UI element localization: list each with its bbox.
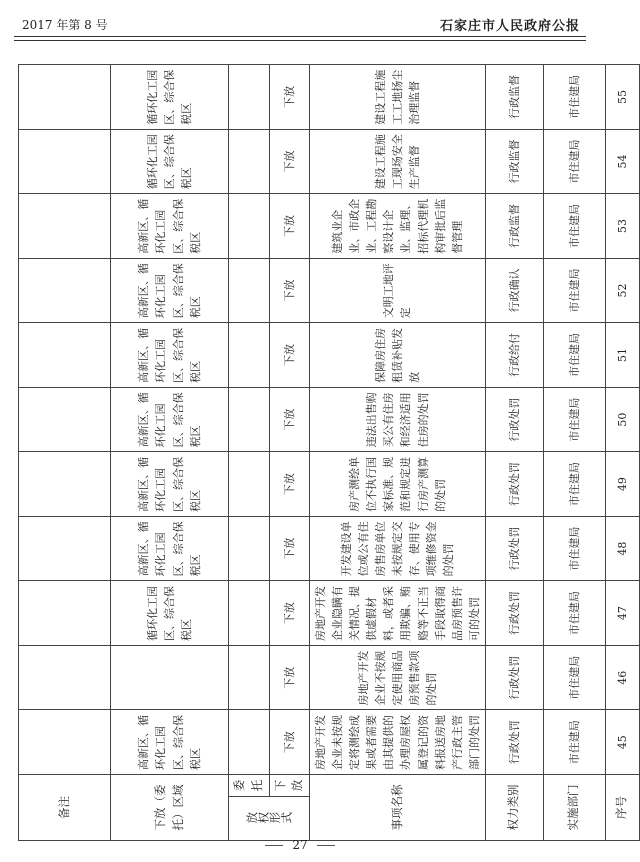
- cell-item: 建设工程施工现场安全生产监督: [310, 129, 485, 194]
- cell-entrust: [229, 387, 270, 452]
- cell-dept: 市住建局: [543, 516, 605, 581]
- cell-seq: 54: [605, 129, 639, 194]
- cell-item: 开发建设单位或公有住房售房单位未按规定交存、使用专项维修资金的处罚: [310, 516, 485, 581]
- cell-seq: 55: [605, 65, 639, 130]
- cell-area: 循环化工园区、综合保税区: [111, 581, 229, 646]
- cell-down: 下放: [269, 323, 310, 388]
- cell-area: 循环化工园区、综合保税区: [111, 65, 229, 130]
- cell-item: 房地产开发企业隐瞒有关情况、提供虚假材料，或者采用欺骗、贿赂等不正当手段取得商品房预售许可的处罚: [310, 581, 485, 646]
- cell-category: 行政监督: [485, 194, 543, 259]
- cell-entrust: [229, 323, 270, 388]
- cell-item: 文明工地评定: [310, 258, 485, 323]
- footer-dash-right: [317, 845, 335, 846]
- cell-area: 高新区、循环化工园区、综合保税区: [111, 710, 229, 775]
- cell-seq: 45: [605, 710, 639, 775]
- cell-area: 高新区、循环化工园区、综合保税区: [111, 452, 229, 517]
- cell-entrust: [229, 645, 270, 710]
- cell-dept: 市住建局: [543, 452, 605, 517]
- cell-dept: 市住建局: [543, 387, 605, 452]
- cell-seq: 49: [605, 452, 639, 517]
- cell-down: 下放: [269, 710, 310, 775]
- cell-seq: 52: [605, 258, 639, 323]
- cell-down: 下放: [269, 194, 310, 259]
- cell-dept: 市住建局: [543, 65, 605, 130]
- cell-area: [111, 645, 229, 710]
- header-form-down: 下放: [269, 775, 310, 797]
- cell-category: 行政处罚: [485, 581, 543, 646]
- cell-note: [19, 258, 111, 323]
- cell-item: 违法出售购买公有住房和经济适用住房的处罚: [310, 387, 485, 452]
- cell-seq: 51: [605, 323, 639, 388]
- cell-category: 行政监督: [485, 129, 543, 194]
- cell-note: [19, 645, 111, 710]
- cell-area: 高新区、循环化工园区、综合保税区: [111, 194, 229, 259]
- cell-note: [19, 194, 111, 259]
- footer-dash-left: [265, 845, 283, 846]
- header-rule: [14, 36, 586, 37]
- cell-dept: 市住建局: [543, 645, 605, 710]
- cell-down: 下放: [269, 581, 310, 646]
- cell-dept: 市住建局: [543, 129, 605, 194]
- header-form-entrust: 委托: [229, 775, 270, 797]
- cell-dept: 市住建局: [543, 258, 605, 323]
- cell-category: 行政确认: [485, 258, 543, 323]
- header-dept: 实施部门: [543, 775, 605, 841]
- cell-area: 高新区、循环化工园区、综合保税区: [111, 258, 229, 323]
- cell-category: 行政处罚: [485, 387, 543, 452]
- power-delegation-table: [18, 64, 640, 841]
- cell-seq: 50: [605, 387, 639, 452]
- cell-entrust: [229, 194, 270, 259]
- cell-note: [19, 516, 111, 581]
- cell-category: 行政处罚: [485, 516, 543, 581]
- cell-note: [19, 452, 111, 517]
- cell-seq: 53: [605, 194, 639, 259]
- cell-category: 行政处罚: [485, 645, 543, 710]
- cell-note: [19, 323, 111, 388]
- cell-category: 行政处罚: [485, 452, 543, 517]
- cell-note: [19, 129, 111, 194]
- cell-down: 下放: [269, 645, 310, 710]
- cell-dept: 市住建局: [543, 194, 605, 259]
- cell-item: 建设工程施工工地扬尘治理监督: [310, 65, 485, 130]
- cell-dept: 市住建局: [543, 581, 605, 646]
- cell-entrust: [229, 581, 270, 646]
- header-rule-thin: [14, 40, 586, 41]
- cell-item: 房地产开发企业未按规定将测绘成果或者需要由其提供的办理房屋权属登记的资料报送房地产行政主管部门的处罚: [310, 710, 485, 775]
- cell-note: [19, 710, 111, 775]
- cell-seq: 46: [605, 645, 639, 710]
- cell-seq: 47: [605, 581, 639, 646]
- page-number: 27: [292, 838, 308, 852]
- cell-category: 行政给付: [485, 323, 543, 388]
- cell-down: 下放: [269, 452, 310, 517]
- table-container: [18, 64, 629, 841]
- cell-down: 下放: [269, 65, 310, 130]
- header-category: 权力类别: [485, 775, 543, 841]
- cell-note: [19, 387, 111, 452]
- publication-title: 石家庄市人民政府公报: [439, 19, 580, 34]
- header-item: 事项名称: [310, 775, 485, 841]
- cell-area: 高新区、循环化工园区、综合保税区: [111, 323, 229, 388]
- cell-note: [19, 65, 111, 130]
- cell-entrust: [229, 710, 270, 775]
- cell-note: [19, 581, 111, 646]
- issue-label: 2017 年第 8 号: [22, 18, 108, 32]
- cell-entrust: [229, 129, 270, 194]
- cell-down: 下放: [269, 258, 310, 323]
- page-footer: [0, 838, 600, 852]
- cell-dept: 市住建局: [543, 323, 605, 388]
- cell-down: 下放: [269, 387, 310, 452]
- cell-entrust: [229, 516, 270, 581]
- page-header: [14, 14, 586, 38]
- cell-item: 保障房住房租赁补贴发放: [310, 323, 485, 388]
- cell-item: 房产测绘单位不执行国家标准、规范和规定进行房产测算的处罚: [310, 452, 485, 517]
- cell-entrust: [229, 258, 270, 323]
- cell-seq: 48: [605, 516, 639, 581]
- cell-down: 下放: [269, 129, 310, 194]
- cell-item: 建筑业企业、市政企业、工程勘察设计企业、监理、招标代理机构审批后监督管理: [310, 194, 485, 259]
- header-area: 下放（委托）区域: [111, 775, 229, 841]
- cell-category: 行政监督: [485, 65, 543, 130]
- cell-area: 高新区、循环化工园区、综合保税区: [111, 387, 229, 452]
- cell-entrust: [229, 65, 270, 130]
- cell-dept: 市住建局: [543, 710, 605, 775]
- cell-down: 下放: [269, 516, 310, 581]
- cell-entrust: [229, 452, 270, 517]
- header-form: 放权形式: [229, 797, 310, 841]
- header-seq: 序号: [605, 775, 639, 841]
- cell-category: 行政处罚: [485, 710, 543, 775]
- header-note: 备注: [19, 775, 111, 841]
- cell-area: 循环化工园区、综合保税区: [111, 129, 229, 194]
- cell-area: 高新区、循环化工园区、综合保税区: [111, 516, 229, 581]
- cell-item: 房地产开发企业不按规定使用商品房预售款项的处罚: [310, 645, 485, 710]
